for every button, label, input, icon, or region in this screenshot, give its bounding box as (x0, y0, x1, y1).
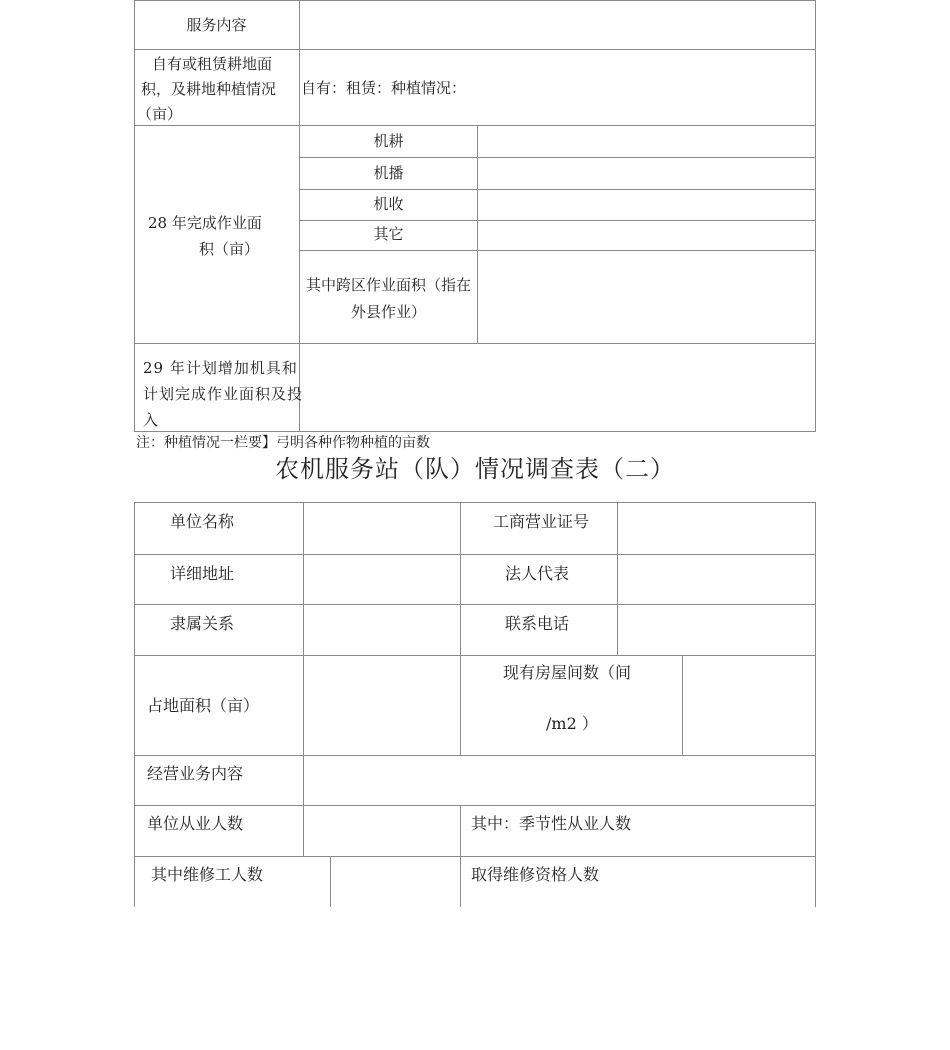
cross-region-label-line1: 其中跨区作业面积（指在 (305, 276, 471, 294)
phone-label: 联系电话 (505, 614, 570, 633)
footnote: 注：种植情况一栏要】弓明各种作物种植的亩数 (136, 435, 430, 451)
op-sowing: 机播 (373, 164, 404, 182)
business-scope-label: 经营业务内容 (147, 764, 244, 783)
business-license-label: 工商营业证号 (493, 512, 590, 531)
employees-label: 单位从业人数 (147, 814, 244, 833)
plan-2009-label-line3: 入 (143, 411, 159, 429)
affiliation-label: 隶属关系 (170, 614, 235, 633)
qualified-repair-label: 取得维修资格人数 (471, 865, 600, 884)
op-other: 其它 (373, 225, 404, 243)
repair-workers-label: 其中维修工人数 (151, 865, 264, 884)
plan-2009-label-line2: 计划完成作业面积及投 (143, 385, 304, 403)
completed-2008-label-line1: 28 年完成作业面 (148, 214, 262, 232)
op-harvest: 机收 (373, 195, 404, 213)
seasonal-employees-label: 其中：季节性从业人数 (471, 814, 632, 833)
address-label: 详细地址 (170, 564, 235, 583)
land-area-label-line1: 自有或租赁耕地面 (152, 55, 273, 73)
service-content-label: 服务内容 (186, 16, 247, 34)
unit-name-label: 单位名称 (170, 512, 235, 531)
legal-rep-label: 法人代表 (505, 564, 570, 583)
land-area-label-line3: （亩） (137, 105, 183, 123)
land-area-label: 占地面积（亩） (147, 696, 260, 715)
rooms-label-line1: 现有房屋间数（间 (503, 663, 632, 682)
cross-region-label-line2: 外县作业） (350, 303, 426, 321)
rooms-label-line2: /m2 ） (546, 714, 598, 733)
land-area-value: 自有：租赁：种植情况： (301, 79, 467, 97)
plan-2009-label-line1: 29 年计划增加机具和 (143, 359, 298, 377)
land-area-label-line2: 积，及耕地种植情况 (141, 80, 277, 98)
page-title: 农机服务站（队）情况调查表（二） (275, 455, 675, 483)
op-tillage: 机耕 (373, 132, 404, 150)
completed-2008-label-line2: 积（亩） (199, 240, 260, 258)
